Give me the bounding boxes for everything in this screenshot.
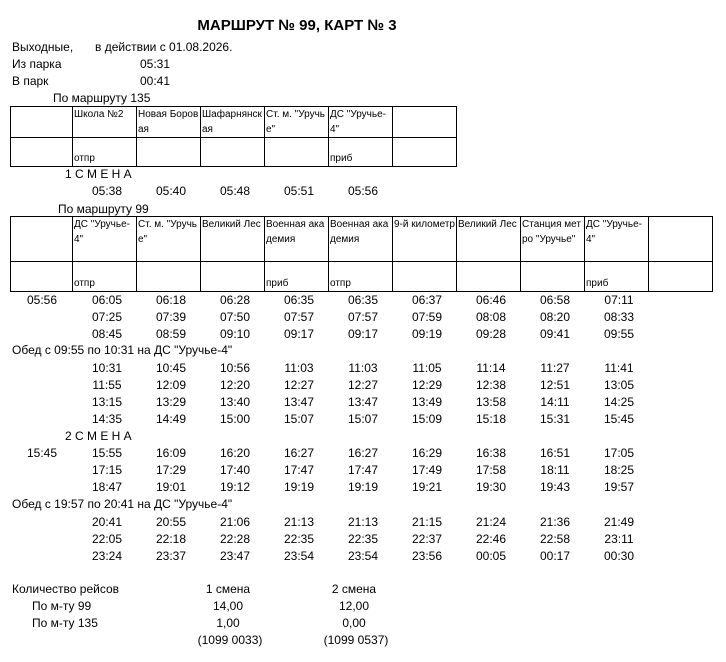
time-cell: 21:15 (411, 515, 443, 529)
time-cell: 17:49 (411, 463, 443, 477)
to-park-time: 00:41 (140, 74, 171, 88)
time-cell: 13:58 (475, 395, 507, 409)
time-cell: 15:31 (539, 412, 571, 426)
time-cell: 11:05 (412, 361, 442, 375)
time-cell: 05:48 (219, 184, 251, 198)
shift1-code: (1099 0033) (197, 633, 263, 647)
time-cell: 13:05 (603, 378, 635, 392)
time-cell: 21:13 (283, 515, 315, 529)
time-cell: 12:27 (283, 378, 315, 392)
time-cell: 17:29 (155, 463, 187, 477)
time-cell: 06:18 (155, 293, 187, 307)
stop-mark-cell: приб (329, 138, 393, 167)
stop-name-cell: Новая Боровая (137, 107, 201, 138)
from-park-label: Из парка (12, 57, 62, 71)
stop-name-cell: Великий Лес (457, 217, 521, 262)
time-cell: 08:45 (91, 327, 123, 341)
time-cell: 10:56 (219, 361, 251, 375)
shift-start-time: 05:56 (26, 293, 58, 307)
time-cell: 14:25 (603, 395, 635, 409)
stop-mark-cell: приб (265, 262, 329, 292)
time-cell: 14:35 (91, 412, 123, 426)
stop-mark-cell: отпр (73, 138, 137, 167)
time-cell: 08:33 (603, 310, 635, 324)
time-cell: 19:12 (219, 480, 251, 494)
time-cell: 21:49 (603, 515, 635, 529)
stop-name-cell: Школа №2 (73, 107, 137, 138)
stop-mark-cell (521, 262, 585, 292)
time-cell: 08:08 (475, 310, 507, 324)
time-cell: 12:20 (219, 378, 251, 392)
time-cell: 21:06 (219, 515, 251, 529)
time-cell: 00:30 (603, 549, 635, 563)
time-cell: 06:37 (411, 293, 443, 307)
time-cell: 15:45 (603, 412, 635, 426)
time-cell: 12:51 (539, 378, 571, 392)
route135-label: По маршруту 135 (53, 91, 151, 105)
time-cell: 22:46 (475, 532, 507, 546)
stop-mark-cell (137, 262, 201, 292)
stop-name-cell: Шафарнянская (201, 107, 265, 138)
route135-count-shift2: 0,00 (342, 616, 366, 630)
time-cell: 05:38 (91, 184, 123, 198)
time-cell: 19:01 (155, 480, 187, 494)
shift2-column-label: 2 смена (331, 582, 377, 596)
time-cell: 15:00 (219, 412, 251, 426)
time-cell: 17:40 (219, 463, 251, 477)
time-cell: 18:11 (540, 463, 570, 477)
stop-name-cell (649, 217, 713, 262)
time-cell: 07:50 (219, 310, 251, 324)
time-cell: 14:49 (155, 412, 187, 426)
stop-name-cell: Станция метро "Уручье" (521, 217, 585, 262)
time-cell: 23:54 (347, 549, 379, 563)
time-cell: 07:57 (347, 310, 379, 324)
stop-name-cell: Военная академия (265, 217, 329, 262)
time-cell: 11:03 (284, 361, 314, 375)
day-type: Выходные, (12, 40, 74, 54)
time-cell: 09:17 (283, 327, 315, 341)
time-cell: 13:15 (91, 395, 123, 409)
time-cell: 18:25 (603, 463, 635, 477)
time-cell: 13:49 (411, 395, 443, 409)
time-cell: 17:15 (91, 463, 123, 477)
time-cell: 06:28 (219, 293, 251, 307)
shift-start-time: 15:45 (26, 446, 58, 460)
time-cell: 23:24 (91, 549, 123, 563)
stop-mark-cell (201, 138, 265, 167)
shift1-column-label: 1 смена (205, 582, 251, 596)
time-cell: 16:38 (475, 446, 507, 460)
time-cell: 16:09 (155, 446, 187, 460)
stop-mark-cell: отпр (329, 262, 393, 292)
valid-from: в действии с 01.08.2026. (95, 40, 233, 54)
route135-count-label: По м-ту 135 (32, 616, 98, 630)
time-cell: 09:10 (219, 327, 251, 341)
time-cell: 13:47 (283, 395, 315, 409)
shift2-code: (1099 0537) (323, 633, 389, 647)
time-cell: 15:18 (475, 412, 507, 426)
time-cell: 07:39 (155, 310, 187, 324)
time-cell: 14:11 (540, 395, 570, 409)
stop-name-cell: Военная академия (329, 217, 393, 262)
time-cell: 06:58 (539, 293, 571, 307)
time-cell: 11:55 (92, 378, 122, 392)
time-cell: 19:57 (603, 480, 635, 494)
time-cell: 16:27 (347, 446, 379, 460)
time-cell: 22:05 (91, 532, 123, 546)
stop-name-cell (11, 107, 73, 138)
time-cell: 00:05 (475, 549, 507, 563)
time-cell: 23:54 (283, 549, 315, 563)
stop-mark-cell (11, 138, 73, 167)
time-cell: 07:57 (283, 310, 315, 324)
time-cell: 09:17 (347, 327, 379, 341)
time-cell: 23:56 (411, 549, 443, 563)
time-cell: 22:18 (155, 532, 187, 546)
time-cell: 09:19 (411, 327, 443, 341)
time-cell: 00:17 (539, 549, 571, 563)
time-cell: 12:29 (411, 378, 443, 392)
time-cell: 17:05 (603, 446, 635, 460)
time-cell: 06:46 (475, 293, 507, 307)
stop-mark-cell (393, 138, 457, 167)
time-cell: 22:58 (539, 532, 571, 546)
time-cell: 05:40 (155, 184, 187, 198)
trip-count-label: Количество рейсов (12, 582, 120, 596)
stop-mark-cell: отпр (73, 262, 137, 292)
to-park-label: В парк (12, 74, 49, 88)
time-cell: 15:09 (411, 412, 443, 426)
time-cell: 21:36 (539, 515, 571, 529)
time-cell: 07:59 (411, 310, 443, 324)
time-cell: 21:13 (347, 515, 379, 529)
time-cell: 11:03 (348, 361, 378, 375)
time-cell: 22:28 (219, 532, 251, 546)
stop-name-cell: 9-й километр (393, 217, 457, 262)
time-cell: 22:37 (411, 532, 443, 546)
stop-name-cell: ДС "Уручье-4" (329, 107, 393, 138)
time-cell: 16:27 (283, 446, 315, 460)
time-cell: 12:38 (475, 378, 507, 392)
time-cell: 10:31 (91, 361, 123, 375)
stop-name-cell: Ст. м. "Уручье" (265, 107, 329, 138)
time-cell: 12:27 (347, 378, 379, 392)
time-cell: 09:28 (475, 327, 507, 341)
time-cell: 17:47 (347, 463, 379, 477)
time-cell: 22:35 (347, 532, 379, 546)
stop-mark-cell: приб (585, 262, 649, 292)
stop-mark-cell (11, 262, 73, 292)
time-cell: 15:55 (91, 446, 123, 460)
stop-name-cell: Ст. м. "Уручье" (137, 217, 201, 262)
time-cell: 23:11 (604, 532, 634, 546)
time-cell: 13:47 (347, 395, 379, 409)
stop-mark-cell (457, 262, 521, 292)
time-cell: 20:55 (155, 515, 187, 529)
stop-mark-cell (201, 262, 265, 292)
time-cell: 05:56 (347, 184, 379, 198)
time-cell: 15:07 (347, 412, 379, 426)
time-cell: 06:35 (347, 293, 379, 307)
route99-count-shift2: 12,00 (338, 599, 370, 613)
time-cell: 08:59 (155, 327, 187, 341)
stop-name-cell: ДС "Уручье-4" (585, 217, 649, 262)
time-cell: 12:09 (155, 378, 187, 392)
time-cell: 06:35 (283, 293, 315, 307)
route135-count-shift1: 1,00 (216, 616, 240, 630)
time-cell: 13:40 (219, 395, 251, 409)
time-cell: 22:35 (283, 532, 315, 546)
time-cell: 17:58 (475, 463, 507, 477)
route99-count-shift1: 14,00 (212, 599, 244, 613)
shift2-label: 2 С М Е Н А (65, 429, 132, 443)
time-cell: 19:19 (347, 480, 379, 494)
time-cell: 09:55 (603, 327, 635, 341)
time-cell: 11:14 (476, 361, 506, 375)
stop-name-cell: ДС "Уручье-4" (73, 217, 137, 262)
page-title: МАРШРУТ № 99, КАРТ № 3 (197, 17, 397, 34)
stop-name-cell (11, 217, 73, 262)
time-cell: 15:07 (283, 412, 315, 426)
time-cell: 16:51 (539, 446, 571, 460)
time-cell: 11:41 (604, 361, 634, 375)
time-cell: 19:30 (475, 480, 507, 494)
time-cell: 23:37 (155, 549, 187, 563)
time-cell: 16:29 (411, 446, 443, 460)
stop-name-cell (393, 107, 457, 138)
time-cell: 07:11 (604, 293, 634, 307)
stop-mark-cell (393, 262, 457, 292)
stop-mark-cell (649, 262, 713, 292)
time-cell: 16:20 (219, 446, 251, 460)
time-cell: 06:05 (91, 293, 123, 307)
route99-count-label: По м-ту 99 (32, 599, 92, 613)
stop-mark-cell (137, 138, 201, 167)
time-cell: 07:25 (91, 310, 123, 324)
lunch1-note: Обед с 09:55 по 10:31 на ДС "Уручье-4" (12, 343, 233, 357)
route135-stops-table (10, 106, 457, 167)
time-cell: 23:47 (219, 549, 251, 563)
time-cell: 19:43 (539, 480, 571, 494)
time-cell: 17:47 (283, 463, 315, 477)
route99-label: По маршруту 99 (58, 202, 149, 216)
from-park-time: 05:31 (140, 57, 171, 71)
stop-mark-cell (265, 138, 329, 167)
time-cell: 08:20 (539, 310, 571, 324)
time-cell: 19:19 (283, 480, 315, 494)
time-cell: 21:24 (475, 515, 507, 529)
shift1-label: 1 С М Е Н А (65, 167, 132, 181)
time-cell: 11:27 (540, 361, 570, 375)
lunch2-note: Обед с 19:57 по 20:41 на ДС "Уручье-4" (12, 497, 233, 511)
time-cell: 10:45 (155, 361, 187, 375)
time-cell: 09:41 (539, 327, 571, 341)
time-cell: 05:51 (283, 184, 315, 198)
stop-name-cell: Великий Лес (201, 217, 265, 262)
time-cell: 18:47 (91, 480, 123, 494)
time-cell: 20:41 (91, 515, 123, 529)
route99-stops-table (10, 216, 713, 292)
time-cell: 13:29 (155, 395, 187, 409)
time-cell: 19:21 (411, 480, 443, 494)
